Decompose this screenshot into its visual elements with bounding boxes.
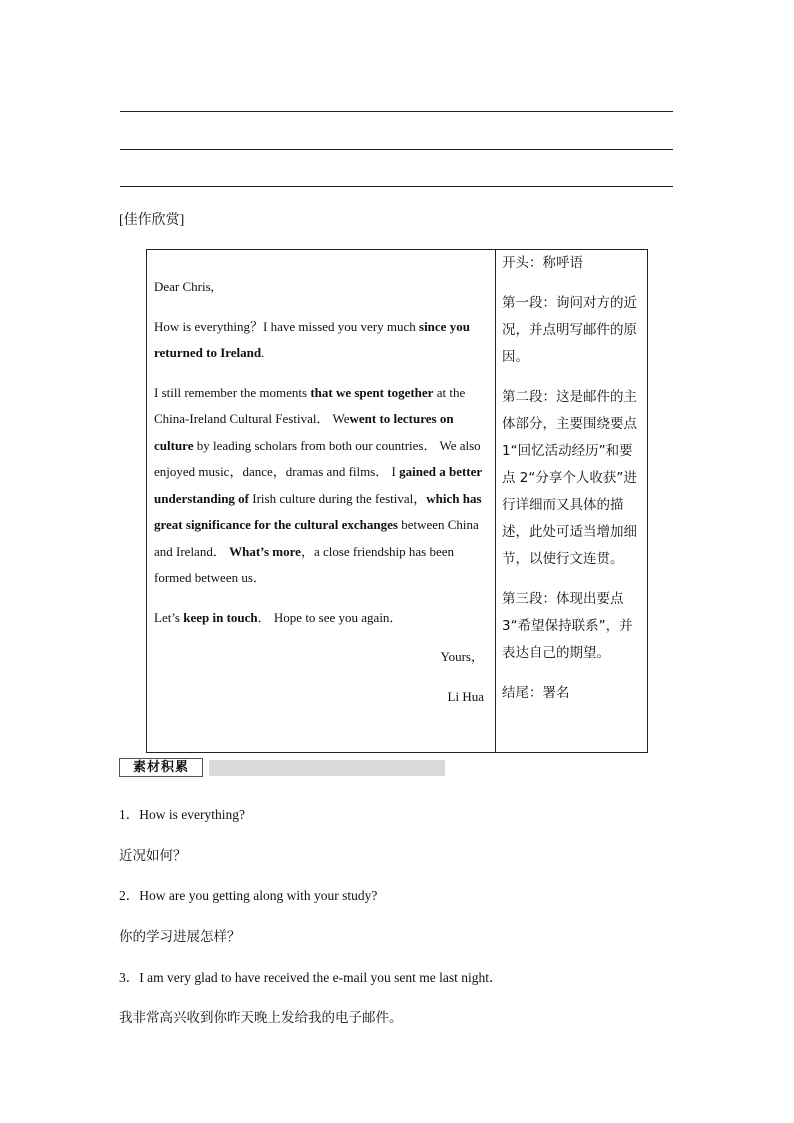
material-badge: 素材积累: [119, 758, 203, 777]
phrase-1-cn: 近况如何？: [119, 848, 187, 864]
note-paragraph-2: 第二段：这是邮件的主体部分，主要围绕要点 1“回忆活动经历”和要点 2“分享个人收获”进行详细而又具体的描述，此处可适当增加细节，以使行文连贯。: [502, 389, 637, 567]
section-title: [佳作欣赏]: [119, 213, 185, 228]
answer-line-2: [120, 149, 673, 150]
letter-signature: Li Hua: [447, 688, 484, 704]
answer-line-3: [120, 186, 673, 187]
answer-line-1: [120, 111, 673, 112]
sample-essay-table: [146, 249, 648, 753]
letter-paragraph-1: How is everything？I have missed you very much since you returned to Ireland.: [154, 318, 470, 360]
note-opening: 开头：称呼语: [502, 255, 583, 271]
phrase-3-en: 3．I am very glad to have received the e-mail you sent me last night．: [119, 970, 503, 985]
note-paragraph-1: 第一段：询问对方的近况，并点明写邮件的原因。: [502, 295, 637, 365]
letter-closing: Yours，: [440, 649, 484, 664]
phrase-1-en: 1．How is everything?: [119, 807, 245, 822]
letter-paragraph-2: I still remember the moments that we spent together at the China-Ireland Cultural Festival． Wewent to lectures on culture by leading scholars from both our countries． We also enjoyed music，dance，dramas and films． I gained a better understanding of Irish culture during the festival，which has great significance for the cultural exchanges between China and Ireland． What’s more，a close friendship has been formed between us．: [154, 384, 482, 585]
phrase-3-cn: 我非常高兴收到你昨天晚上发给我的电子邮件。: [119, 1010, 403, 1026]
letter-cell: [147, 250, 496, 753]
phrase-2-cn: 你的学习进展怎样？: [119, 929, 241, 945]
letter-greeting: Dear Chris,: [154, 279, 214, 294]
phrase-2-en: 2．How are you getting along with your study?: [119, 888, 378, 903]
note-ending: 结尾：署名: [502, 685, 570, 701]
note-paragraph-3: 第三段：体现出要点 3“希望保持联系”，并表达自己的期望。: [502, 591, 633, 661]
notes-cell: [496, 250, 648, 753]
material-header-bar: [209, 760, 445, 776]
letter-paragraph-3: Let’s keep in touch． Hope to see you again．: [154, 609, 403, 625]
